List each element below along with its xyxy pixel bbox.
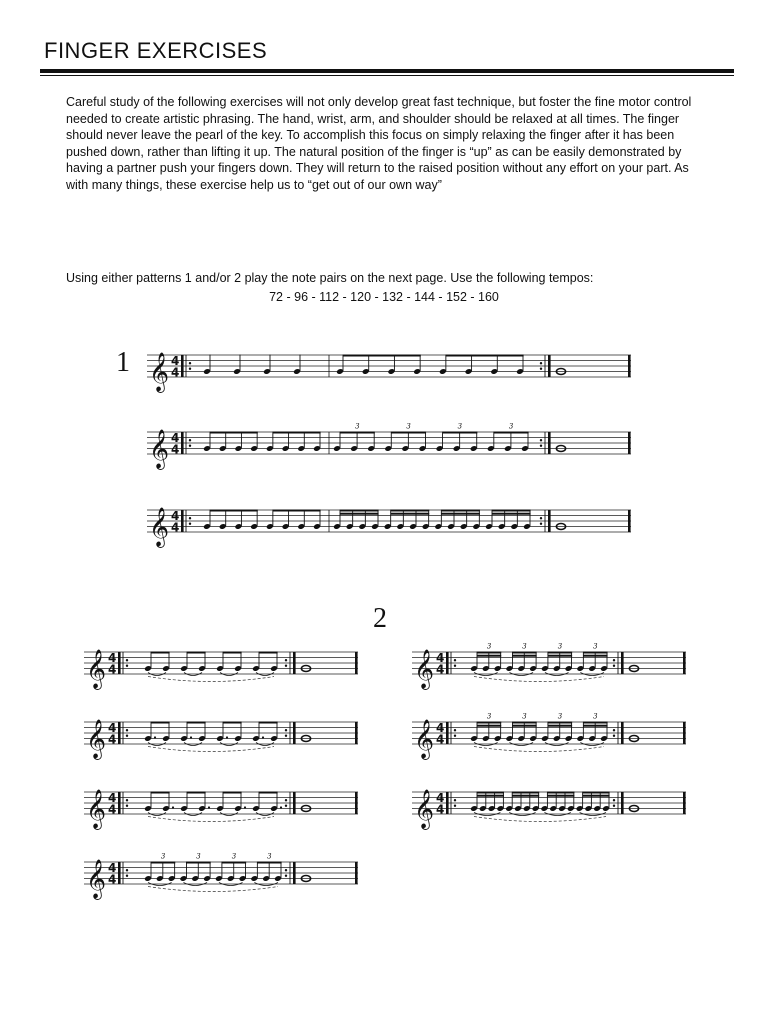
beam — [257, 862, 281, 864]
tuplet-number: 3 — [160, 852, 166, 861]
beam — [512, 722, 536, 724]
treble-clef: 𝄞 — [149, 429, 170, 469]
repeat-dot — [126, 735, 128, 737]
beam — [340, 510, 379, 512]
final-barline — [683, 652, 686, 674]
repeat-dot — [285, 665, 287, 667]
treble-clef: 𝄞 — [86, 859, 107, 899]
repeat-bar-thick — [118, 652, 121, 674]
final-barline — [628, 355, 631, 377]
repeat-bar-thick — [548, 510, 551, 532]
repeat-bar-thick — [293, 652, 296, 674]
repeat-dot — [285, 875, 287, 877]
beam — [477, 652, 501, 654]
repeat-dot — [126, 799, 128, 801]
final-barline — [355, 862, 358, 884]
repeat-dot — [454, 735, 456, 737]
repeat-dot — [540, 362, 542, 364]
beam — [210, 510, 258, 512]
time-signature-top: 4 — [436, 651, 445, 665]
tuplet-number: 3 — [231, 852, 237, 861]
tuplet-number: 3 — [267, 852, 272, 861]
beam — [259, 792, 278, 794]
repeat-dot — [285, 869, 287, 871]
beam — [548, 652, 572, 654]
pattern-2-staff-a — [82, 636, 362, 696]
repeat-bar-thick — [548, 355, 551, 377]
repeat-dot — [613, 735, 615, 737]
beam — [583, 652, 607, 654]
phrase-slur — [474, 747, 604, 752]
repeat-dot — [613, 665, 615, 667]
time-signature-top: 4 — [171, 354, 180, 368]
augmentation-dot — [226, 736, 228, 738]
tuplet-number: 3 — [593, 712, 598, 721]
pattern-2-staff-c — [82, 776, 362, 836]
final-barline — [628, 432, 631, 454]
repeat-bar-thick — [293, 792, 296, 814]
pattern-2-staff-e — [410, 636, 690, 696]
tuplet-number: 3 — [557, 712, 563, 721]
repeat-dot — [454, 729, 456, 731]
repeat-bar-thick — [181, 355, 184, 377]
beam — [477, 655, 501, 657]
title-rule-thin — [40, 75, 734, 76]
beam — [187, 722, 206, 724]
beam — [186, 862, 210, 864]
repeat-dot — [540, 445, 542, 447]
final-barline — [683, 792, 686, 814]
beam — [477, 792, 504, 794]
beam — [340, 432, 375, 434]
beam — [187, 652, 206, 654]
beam — [187, 792, 206, 794]
beam — [512, 655, 536, 657]
augmentation-dot — [262, 736, 264, 738]
final-barline — [628, 510, 631, 532]
beam — [443, 432, 478, 434]
tuplet-number: 3 — [522, 712, 527, 721]
beam — [222, 862, 246, 864]
beam — [340, 513, 379, 515]
repeat-dot — [189, 439, 191, 441]
treble-clef: 𝄞 — [414, 789, 435, 829]
beam — [512, 725, 536, 727]
repeat-dot — [613, 805, 615, 807]
repeat-dot — [126, 875, 128, 877]
beam — [391, 510, 430, 512]
beam — [492, 513, 531, 515]
time-signature-top: 4 — [171, 431, 180, 445]
beam — [548, 725, 572, 727]
time-signature-top: 4 — [171, 509, 180, 523]
tempo-list: 72 - 96 - 112 - 120 - 132 - 144 - 152 - 160 — [269, 290, 499, 304]
repeat-dot — [540, 523, 542, 525]
augmentation-dot — [154, 736, 156, 738]
beam — [583, 795, 610, 797]
phrase-slur — [148, 677, 274, 682]
repeat-bar-thick — [118, 792, 121, 814]
time-signature-top: 4 — [436, 721, 445, 735]
final-barline — [683, 722, 686, 744]
beam — [547, 792, 574, 794]
repeat-bar-thick — [621, 652, 624, 674]
repeat-dot — [126, 659, 128, 661]
repeat-dot — [613, 729, 615, 731]
beam — [492, 510, 531, 512]
tuplet-number: 3 — [355, 422, 360, 431]
time-signature-bottom: 4 — [108, 732, 117, 747]
beam — [494, 432, 529, 434]
repeat-dot — [126, 729, 128, 731]
repeat-dot — [285, 735, 287, 737]
repeat-dot — [613, 799, 615, 801]
pattern-1-staff-1 — [145, 339, 635, 399]
repeat-dot — [189, 445, 191, 447]
repeat-bar-thick — [293, 722, 296, 744]
time-signature-bottom: 4 — [108, 802, 117, 817]
beam — [547, 795, 574, 797]
repeat-dot — [285, 799, 287, 801]
treble-clef: 𝄞 — [86, 719, 107, 759]
repeat-dot — [126, 805, 128, 807]
beam — [223, 652, 242, 654]
tuplet-number: 3 — [406, 422, 411, 431]
repeat-dot — [454, 799, 456, 801]
augmentation-dot — [172, 806, 174, 808]
time-signature-bottom: 4 — [436, 802, 445, 817]
repeat-dot — [189, 517, 191, 519]
treble-clef: 𝄞 — [414, 719, 435, 759]
tuplet-number: 3 — [522, 642, 527, 651]
treble-clef: 𝄞 — [414, 649, 435, 689]
instruction-text: Using either patterns 1 and/or 2 play the note pairs on the next page. Use the following tempos: — [66, 271, 594, 285]
beam — [441, 513, 480, 515]
beam — [477, 725, 501, 727]
beam — [210, 432, 258, 434]
final-barline — [355, 652, 358, 674]
phrase-slur — [474, 817, 606, 822]
pattern-2-number: 2 — [373, 603, 387, 634]
beam — [548, 722, 572, 724]
time-signature-bottom: 4 — [436, 662, 445, 677]
pattern-2-staff-f — [410, 706, 690, 766]
beam — [273, 432, 321, 434]
repeat-bar-thick — [548, 432, 551, 454]
beam — [441, 510, 480, 512]
phrase-slur — [148, 887, 278, 892]
title-rule-thick — [40, 69, 734, 73]
repeat-dot — [285, 805, 287, 807]
beam — [391, 432, 426, 434]
beam — [583, 792, 610, 794]
repeat-dot — [613, 659, 615, 661]
final-barline — [355, 792, 358, 814]
beam — [583, 655, 607, 657]
repeat-bar-thick — [621, 722, 624, 744]
time-signature-top: 4 — [108, 651, 117, 665]
beam — [512, 795, 539, 797]
repeat-bar-thick — [181, 432, 184, 454]
time-signature-top: 4 — [108, 861, 117, 875]
repeat-bar-thick — [446, 792, 449, 814]
time-signature-bottom: 4 — [171, 365, 180, 380]
repeat-bar-thick — [181, 510, 184, 532]
repeat-bar-thick — [293, 862, 296, 884]
beam — [273, 510, 321, 512]
repeat-bar-thick — [446, 652, 449, 674]
tuplet-number: 3 — [486, 712, 492, 721]
repeat-dot — [454, 805, 456, 807]
time-signature-bottom: 4 — [436, 732, 445, 747]
repeat-dot — [540, 439, 542, 441]
tuplet-number: 3 — [196, 852, 201, 861]
repeat-dot — [454, 659, 456, 661]
time-signature-bottom: 4 — [108, 662, 117, 677]
repeat-dot — [126, 665, 128, 667]
beam — [151, 722, 170, 724]
augmentation-dot — [244, 806, 246, 808]
beam — [151, 652, 170, 654]
repeat-dot — [285, 729, 287, 731]
phrase-slur — [148, 817, 274, 822]
pattern-1-staff-3 — [145, 494, 635, 554]
tuplet-number: 3 — [508, 422, 514, 431]
beam — [391, 513, 430, 515]
treble-clef: 𝄞 — [149, 507, 170, 547]
beam — [259, 652, 278, 654]
repeat-dot — [189, 368, 191, 370]
treble-clef: 𝄞 — [86, 789, 107, 829]
phrase-slur — [474, 677, 604, 682]
repeat-dot — [454, 665, 456, 667]
tuplet-number: 3 — [486, 642, 492, 651]
time-signature-top: 4 — [108, 791, 117, 805]
repeat-bar-thick — [118, 722, 121, 744]
beam — [446, 355, 524, 357]
pattern-2-staff-g — [410, 776, 690, 836]
pattern-2-staff-b — [82, 706, 362, 766]
beam — [583, 725, 607, 727]
beam — [477, 722, 501, 724]
beam — [477, 795, 504, 797]
time-signature-top: 4 — [108, 721, 117, 735]
beam — [343, 355, 421, 357]
repeat-dot — [126, 869, 128, 871]
repeat-dot — [540, 368, 542, 370]
repeat-dot — [285, 659, 287, 661]
tuplet-number: 3 — [457, 422, 463, 431]
treble-clef: 𝄞 — [86, 649, 107, 689]
augmentation-dot — [280, 806, 282, 808]
beam — [548, 655, 572, 657]
beam — [512, 792, 539, 794]
pattern-2-staff-d — [82, 846, 362, 906]
tuplet-number: 3 — [557, 642, 563, 651]
pattern-1-number: 1 — [116, 347, 130, 378]
beam — [583, 722, 607, 724]
repeat-bar-thick — [621, 792, 624, 814]
treble-clef: 𝄞 — [149, 352, 170, 392]
beam — [512, 652, 536, 654]
augmentation-dot — [190, 736, 192, 738]
time-signature-bottom: 4 — [108, 872, 117, 887]
beam — [151, 862, 175, 864]
augmentation-dot — [208, 806, 210, 808]
pattern-1-staff-2 — [145, 416, 635, 476]
phrase-slur — [148, 747, 274, 752]
beam — [151, 792, 170, 794]
repeat-dot — [540, 517, 542, 519]
time-signature-bottom: 4 — [171, 520, 180, 535]
page-title: FINGER EXERCISES — [44, 38, 268, 63]
repeat-dot — [189, 523, 191, 525]
beam — [223, 792, 242, 794]
beam — [259, 722, 278, 724]
tuplet-number: 3 — [593, 642, 598, 651]
repeat-bar-thick — [446, 722, 449, 744]
final-barline — [355, 722, 358, 744]
time-signature-bottom: 4 — [171, 442, 180, 457]
repeat-bar-thick — [118, 862, 121, 884]
repeat-dot — [189, 362, 191, 364]
time-signature-top: 4 — [436, 791, 445, 805]
beam — [223, 722, 242, 724]
intro-paragraph: Careful study of the following exercises will not only develop great fast technique, but foster the fine motor control needed to create artistic phrasing. The hand, wrist, arm, and shoulder should be relaxed at all times. The finger should never leave the pearl of the key. To accomplish this focus on simply relaxing the finger after it has been pushed down, rather than lifting it up. The natural position of the finger is “up” as can be easily demonstrated by having a partner push your fingers down. They will return to the raised position without any effort on your part. As with many things, these exercise help us to “get out of our own way” — [66, 95, 692, 192]
